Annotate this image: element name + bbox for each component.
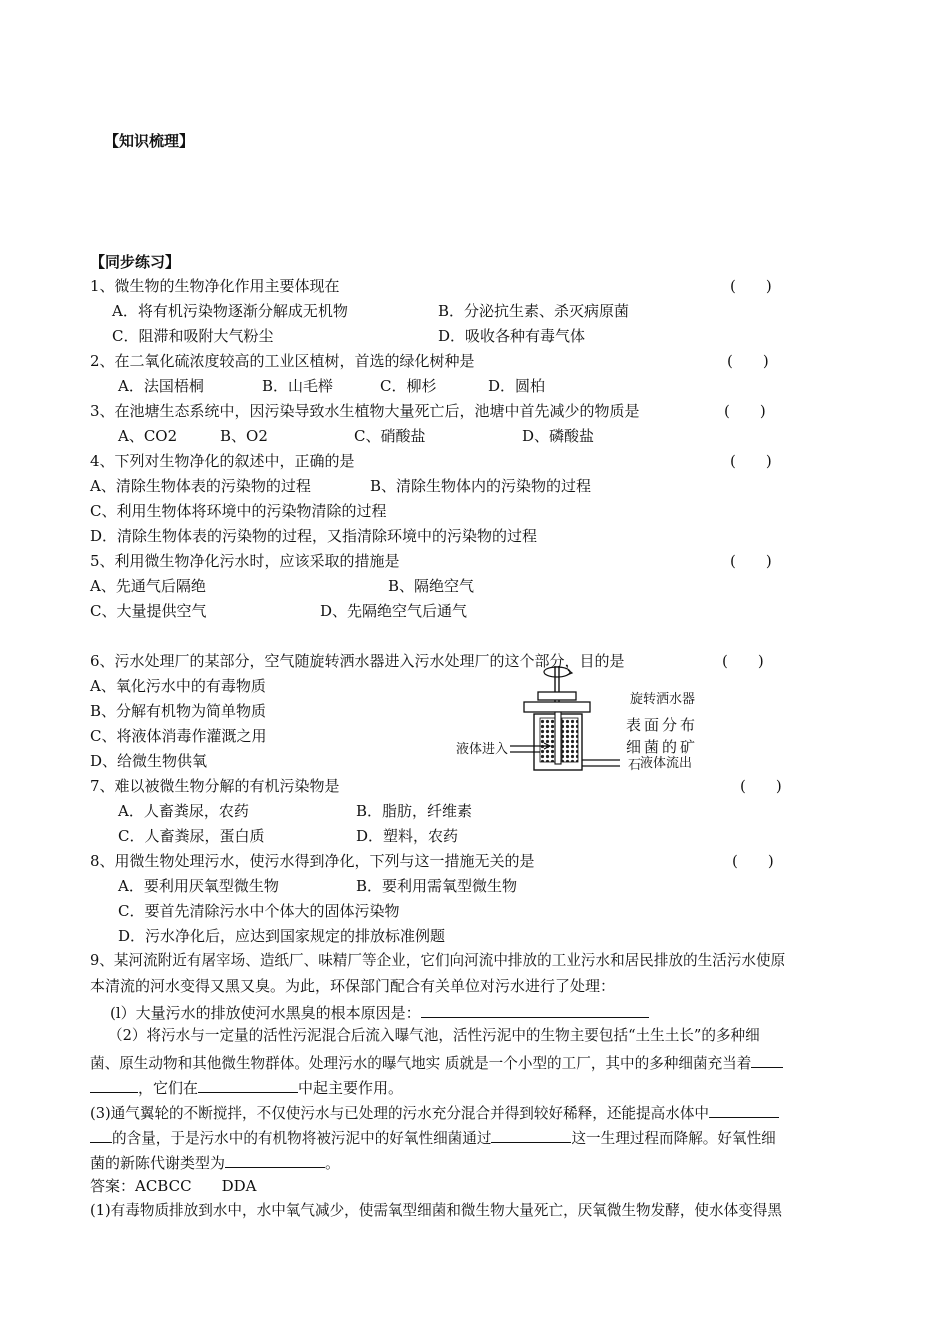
q7-option-c: C．人畜粪尿，蛋白质 xyxy=(118,827,265,845)
q5-option-b: B、隔绝空气 xyxy=(388,577,475,595)
q8-option-a: A．要利用厌氧型微生物 xyxy=(118,877,279,895)
q4-answer-blank: ( ) xyxy=(730,452,772,470)
q9-part2-blank2 xyxy=(198,1076,298,1093)
q3-option-c: C、硝酸盐 xyxy=(354,427,426,445)
q9-part3-line1 xyxy=(90,1101,779,1124)
q9-part2-blank1a xyxy=(751,1051,783,1068)
q1-option-c: C．阻滞和吸附大气粉尘 xyxy=(112,327,274,345)
figure-label-sprinkler: 旋转洒水器 xyxy=(630,692,696,707)
q9-part3-line3-text: 菌的新陈代谢类型为 xyxy=(90,1154,226,1172)
q6-option-d: D、给微生物供氧 xyxy=(90,752,208,770)
q9-part1 xyxy=(110,1001,649,1023)
q9-part1-blank xyxy=(421,1001,649,1018)
figure-label-surface-2: 细菌的矿 xyxy=(626,738,699,756)
q5-option-a: A、先通气后隔绝 xyxy=(90,577,206,595)
q2-option-d: D．圆柏 xyxy=(488,377,546,395)
q3-option-d: D、磷酸盐 xyxy=(522,427,595,445)
q4-option-d: D．清除生物体表的污染物的过程，又指清除环境中的污染物的过程 xyxy=(90,527,538,545)
q1-option-b: B．分泌抗生素、杀灭病原菌 xyxy=(438,302,630,320)
q9-part3-line3 xyxy=(90,1151,340,1173)
q9-part2-line1: （2）将污水与一定量的活性污泥混合后流入曝气池，活性污泥中的生物主要包括“土生土长”的多种细 xyxy=(108,1027,760,1044)
q8-option-b: B．要利用需氧型微生物 xyxy=(356,877,518,895)
q4-option-b: B、清除生物体内的污染物的过程 xyxy=(370,477,592,495)
rotation-arrow-icon xyxy=(544,667,570,677)
q3-answer-blank: ( ) xyxy=(724,402,766,420)
q9-part2-line2 xyxy=(90,1051,783,1074)
q7-stem: 7、难以被微生物分解的有机污染物是 xyxy=(90,777,340,795)
q8-stem: 8、用微生物处理污水，使污水得到净化，下列与这一措施无关的是 xyxy=(90,852,535,870)
q2-option-a: A．法国梧桐 xyxy=(118,377,204,395)
q1-option-a: A．将有机污染物逐渐分解成无机物 xyxy=(112,302,348,320)
q2-stem: 2、在二氧化硫浓度较高的工业区植树，首选的绿化树种是 xyxy=(90,352,475,370)
answer-key: 答案：ACBCC DDA xyxy=(90,1177,257,1195)
q2-option-b: B．山毛榉 xyxy=(262,377,334,395)
q9-intro-line1: 9、某河流附近有屠宰场、造纸厂、味精厂等企业，它们向河流中排放的工业污水和居民排放的生活污水使原 xyxy=(90,952,786,969)
q9-part3-blank3 xyxy=(225,1151,325,1168)
q9-part3-mid: 的含量，于是污水中的有机物将被污泥中的好氧性细菌通过 xyxy=(112,1130,492,1147)
q2-answer-blank: ( ) xyxy=(727,352,769,370)
q5-answer-blank: ( ) xyxy=(730,552,772,570)
figure-label-surface-3: 石 xyxy=(628,758,642,773)
figure-label-surface-1: 表面分布 xyxy=(626,716,699,734)
figure-label-liquid-out: 液体流出 xyxy=(640,756,693,771)
q6-option-a: A、氧化污水中的有毒物质 xyxy=(90,677,266,695)
q1-stem: 1、微生物的生物净化作用主要体现在 xyxy=(90,277,340,295)
q2-option-c: C．柳杉 xyxy=(380,377,437,395)
q1-answer-blank: ( ) xyxy=(730,277,772,295)
q9-part3-blank1a xyxy=(709,1101,779,1118)
q7-answer-blank: ( ) xyxy=(740,777,782,795)
q9-part2-blank1b xyxy=(90,1076,138,1093)
practice-heading: 【同步练习】 xyxy=(90,253,181,271)
q8-answer-blank: ( ) xyxy=(732,852,774,870)
q5-option-c: C、大量提供空气 xyxy=(90,602,207,620)
q9-part3-line2 xyxy=(90,1126,776,1149)
q9-part3-blank2 xyxy=(491,1126,571,1143)
q9-part2-line2-text: 菌、原生动物和其他微生物群体。处理污水的曝气地实 质就是一个小型的工厂，其中的多种细菌充当着 xyxy=(90,1055,752,1072)
sprinkler-arm xyxy=(524,702,590,712)
stone-bed-right xyxy=(562,718,578,762)
q5-stem: 5、利用微生物净化污水时，应该采取的措施是 xyxy=(90,552,400,570)
q6-option-b: B、分解有机物为简单物质 xyxy=(90,702,267,720)
q3-option-a: A、CO2 xyxy=(118,427,178,445)
q6-option-c: C、将液体消毒作灌溉之用 xyxy=(90,727,267,745)
q9-part3-blank1b xyxy=(90,1126,112,1143)
q9-part1-text: (l）大量污水的排放使河水黑臭的根本原因是： xyxy=(110,1004,421,1022)
answer-part1: (1)有毒物质排放到水中，水中氧气减少，使需氧型细菌和微生物大量死亡，厌氧微生物发酵，使水体变得黑 xyxy=(90,1202,782,1219)
q9-part2-mid: ，它们在 xyxy=(138,1079,199,1097)
q7-option-a: A．人畜粪尿，农药 xyxy=(118,802,249,820)
figure-label-liquid-in: 液体进入 xyxy=(456,742,509,757)
q3-stem: 3、在池塘生态系统中，因污染导致水生植物大量死亡后，池塘中首先减少的物质是 xyxy=(90,402,640,420)
q1-option-d: D．吸收各种有毒气体 xyxy=(438,327,586,345)
stone-bed-left xyxy=(540,718,556,762)
q4-option-a: A、清除生物体表的污染物的过程 xyxy=(90,477,311,495)
q9-part2-line3 xyxy=(90,1076,403,1098)
q6-stem: 6、污水处理厂的某部分，空气随旋转洒水器进入污水处理厂的这个部分，目的是 xyxy=(90,652,625,670)
q5-option-d: D、先隔绝空气后通气 xyxy=(320,602,468,620)
q9-part3-line3-end: 。 xyxy=(325,1154,341,1172)
q4-option-c: C、利用生物体将环境中的污染物清除的过程 xyxy=(90,502,387,520)
q9-intro-line2: 本清流的河水变得又黑又臭。为此，环保部门配合有关单位对污水进行了处理： xyxy=(90,977,616,995)
q4-stem: 4、下列对生物净化的叙述中，正确的是 xyxy=(90,452,355,470)
q9-part3-line1-text: (3)通气翼轮的不断搅拌，不仅使污水与已处理的污水充分混合并得到较好稀释，还能提高水体中 xyxy=(90,1105,710,1122)
q7-option-b: B．脂肪，纤维素 xyxy=(356,802,473,820)
q9-part2-end: 中起主要作用。 xyxy=(298,1079,404,1097)
q6-answer-blank: ( ) xyxy=(722,652,764,670)
q3-option-b: B、O2 xyxy=(220,427,268,445)
q8-option-c: C．要首先清除污水中个体大的固体污染物 xyxy=(118,902,400,920)
trickling-filter-diagram xyxy=(510,664,620,776)
q9-part3-end: 这一生理过程而降解。好氧性细 xyxy=(571,1130,776,1147)
q8-option-d: D．污水净化后，应达到国家规定的排放标准例题 xyxy=(118,927,446,945)
q7-option-d: D．塑料，农药 xyxy=(356,827,459,845)
knowledge-heading: 【知识梳理】 xyxy=(104,132,195,150)
sprinkler-cap xyxy=(538,692,576,700)
